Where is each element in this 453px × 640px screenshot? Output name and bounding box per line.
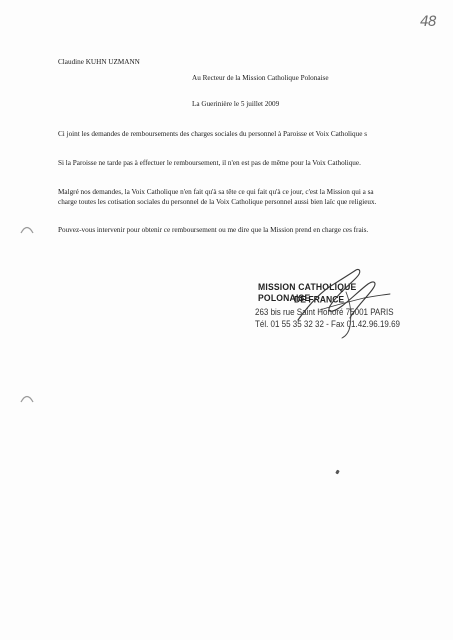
scan-speck [335,470,340,475]
sender-name: Claudine KUHN UZMANN [58,58,140,66]
handwritten-page-number: 48 [420,14,436,30]
stamp-organization-name: MISSION CATHOLIQUE POLONAISE [258,281,357,303]
paragraph-attachments: Ci joint les demandes de remboursements des charges sociales du personnel à Paroisse et Voix Catholique s [58,130,368,138]
stamp-country: DE FRANCE [294,293,345,305]
paragraph-question: Pouvez-vous intervenir pour obtenir ce remboursement ou me dire que la Mission prend en charge ces frais. [58,226,369,234]
organization-stamp [250,278,410,348]
stamp-phone-fax: Tél. 01 55 35 32 32 - Fax 01.42.96.19.69 [255,319,400,330]
paragraph-reimbursement: Si la Paroisse ne tarde pas à effectuer le remboursement, il n'en est pas de même pour la Voix Catholique. [58,159,361,167]
punch-hole-icon [20,393,34,403]
punch-hole-icon [20,224,34,234]
stamp-address: 263 bis rue Saint Honoré 75001 PARIS [255,307,394,318]
paragraph-requests: Malgré nos demandes, la Voix Catholique n'en fait qu'à sa tête ce qui fait qu'à ce jour, c'est la Mission qui a sa charge toutes les cotisation sociales du personnel de la Voix Catholique personnel aussi bien laïc que religieux. [58,188,377,206]
recipient-line: Au Recteur de la Mission Catholique Polonaise [192,74,329,82]
date-line: La Guerinière le 5 juillet 2009 [192,100,280,108]
